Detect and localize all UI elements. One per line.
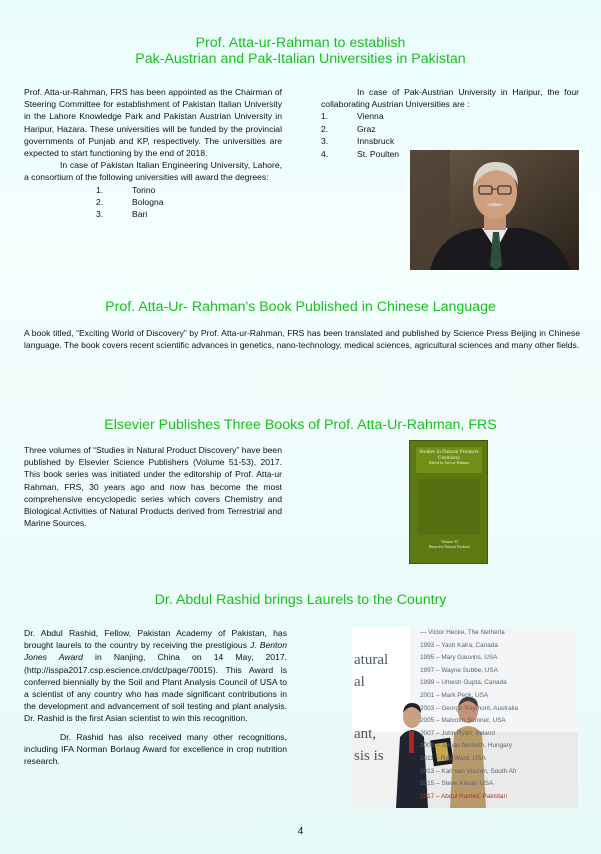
right-column <box>321 86 579 160</box>
board-row: 2017 – Abdul Rashid, Pakistan <box>420 792 508 800</box>
universities-paragraph-2: In case of Pakistan Italian Engineering University, Lahore, a consortium of the following universities will award the degrees: <box>24 160 282 183</box>
board-row: 2005 – Malcolm Sumner, USA <box>420 717 506 725</box>
board-row: 2003 – George Raymont, Australia <box>420 704 519 712</box>
page-number: 4 <box>297 826 304 837</box>
universities-paragraph-1: Prof. Atta-ur-Rahman, FRS has been appointed as the Chairman of Steering Committee for establishment of Pakistan Italian University in the Lahore Knowledge Park and Pakistan Austrian University in Haripur, Hazara. These universities will be funded by the provincial governments of Punjab and KP, respectively. The universities are expected to start functioning by the end of 2018. <box>24 87 282 159</box>
list-item: 4. St. Poulten <box>321 148 400 159</box>
rashid-paragraph-1: Dr. Abdul Rashid, Fellow, Pakistan Academy of Pakistan, has brought laurels to the country by receiving the prestigious J. Benton Jones Award in Nanjing, China on 14 May, 2017.(http://isspa2017.csp.escience.cn/dct/page/70015). This Award is conferred biennially by the Soil and Plant Analysis Council of USA to a scientist of any country who has made significant contributions in the development and advancement of soil testing and plant analysis. Dr. Rashid is the first Asian scientist to win this recognition. <box>24 628 287 724</box>
board-row: 2007 – John Ryan, Ireland <box>420 729 495 737</box>
banner-text: atural al ant, sis is <box>354 652 389 764</box>
italian-universities-list <box>96 184 282 221</box>
board-row: 2013 – Karl van Vuuren, South Afr <box>420 767 517 775</box>
cover-pattern <box>418 479 480 535</box>
universities-paragraph-3: In case of Pak-Austrian University in Haripur, the four collaborating Austrian Universities are : <box>321 87 579 110</box>
list-item: 1. Vienna <box>321 111 384 122</box>
cover-title: Studies in Natural Products Chemistry <box>419 449 479 462</box>
award-winners-board <box>412 627 578 803</box>
portrait-image <box>410 150 579 270</box>
cover-volume: Volume 52 <box>440 539 459 544</box>
rashid-text <box>24 627 287 767</box>
left-column <box>24 86 282 221</box>
section-title-chinese-book: Prof. Atta-Ur- Rahman's Book Published in Chinese Language <box>105 299 496 315</box>
board-row: 1993 – Yash Kalra, Canada <box>420 641 498 649</box>
board-row: 2001 – Mark Peck, USA <box>420 691 489 699</box>
portrait-photo <box>410 150 579 270</box>
title-line-1: Prof. Atta-ur-Rahman to establish <box>195 35 406 51</box>
board-row: 2009 – Jamas Nemeth, Hungary <box>420 742 513 750</box>
elsevier-paragraph: Three volumes of “Studies in Natural Product Discovery” have been published by Elsevier Science Publishers (Volume 51-53), 2017. This book series was initiated under the editorship of Prof. Atta-ur Rahman, FRS, 30 years ago and now has become the most comprehensive encyclopedic series which covers Chemistry and Biological Activities of Natural Products derived from Terrestrial and Marine Sources. <box>24 445 282 529</box>
board-row: — Victor Hecke, The Netherla <box>420 629 505 636</box>
cover-editor: Edited by Atta-ur-Rahman <box>428 461 470 466</box>
award-photo <box>352 627 578 808</box>
section-title-elsevier: Elsevier Publishes Three Books of Prof. Atta-Ur-Rahman, FRS <box>104 417 497 433</box>
section-title-abdul-rashid: Dr. Abdul Rashid brings Laurels to the Country <box>154 592 447 608</box>
cover-subtitle: Bioactive Natural Products <box>428 545 471 549</box>
board-row: 2011 – Ray Ward, USA <box>420 754 486 762</box>
list-item: 2. Bologna <box>96 197 164 208</box>
list-item: 2. Graz <box>321 123 376 134</box>
list-item: 3. Innsbruck <box>321 136 395 147</box>
list-item: 3. Bari <box>96 209 148 220</box>
title-line-2: Pak-Austrian and Pak-Italian Universities in Pakistan <box>135 51 466 67</box>
board-row: 2015 – Steve Kissel, USA <box>420 780 494 788</box>
list-item: 1. Torino <box>96 184 156 195</box>
board-row: 1997 – Wayne Subbe, USA <box>420 666 498 674</box>
book-cover <box>409 440 488 564</box>
section-title-universities <box>0 35 601 67</box>
board-row: 1995 – Mary Gauvins, USA <box>420 654 498 662</box>
cover-title-block <box>416 447 482 473</box>
board-row: 1999 – Umesh Gupta, Canada <box>420 679 507 687</box>
award-name: J. Benton Jones Award <box>24 640 287 663</box>
chinese-book-paragraph: A book titled, “Exciting World of Discovery” by Prof. Atta-ur-Rahman, FRS has been translated and published by Science Press Beijing in Chinese language. The book covers recent scientific advances in genetics, nano-technology, medical sciences, agricultural sciences and many other fields. <box>24 328 580 351</box>
rashid-paragraph-2: Dr. Rashid has also received many other recognitions, including IFA Norman Borlaug Award for excellence in crop nutrition research. <box>24 731 287 767</box>
